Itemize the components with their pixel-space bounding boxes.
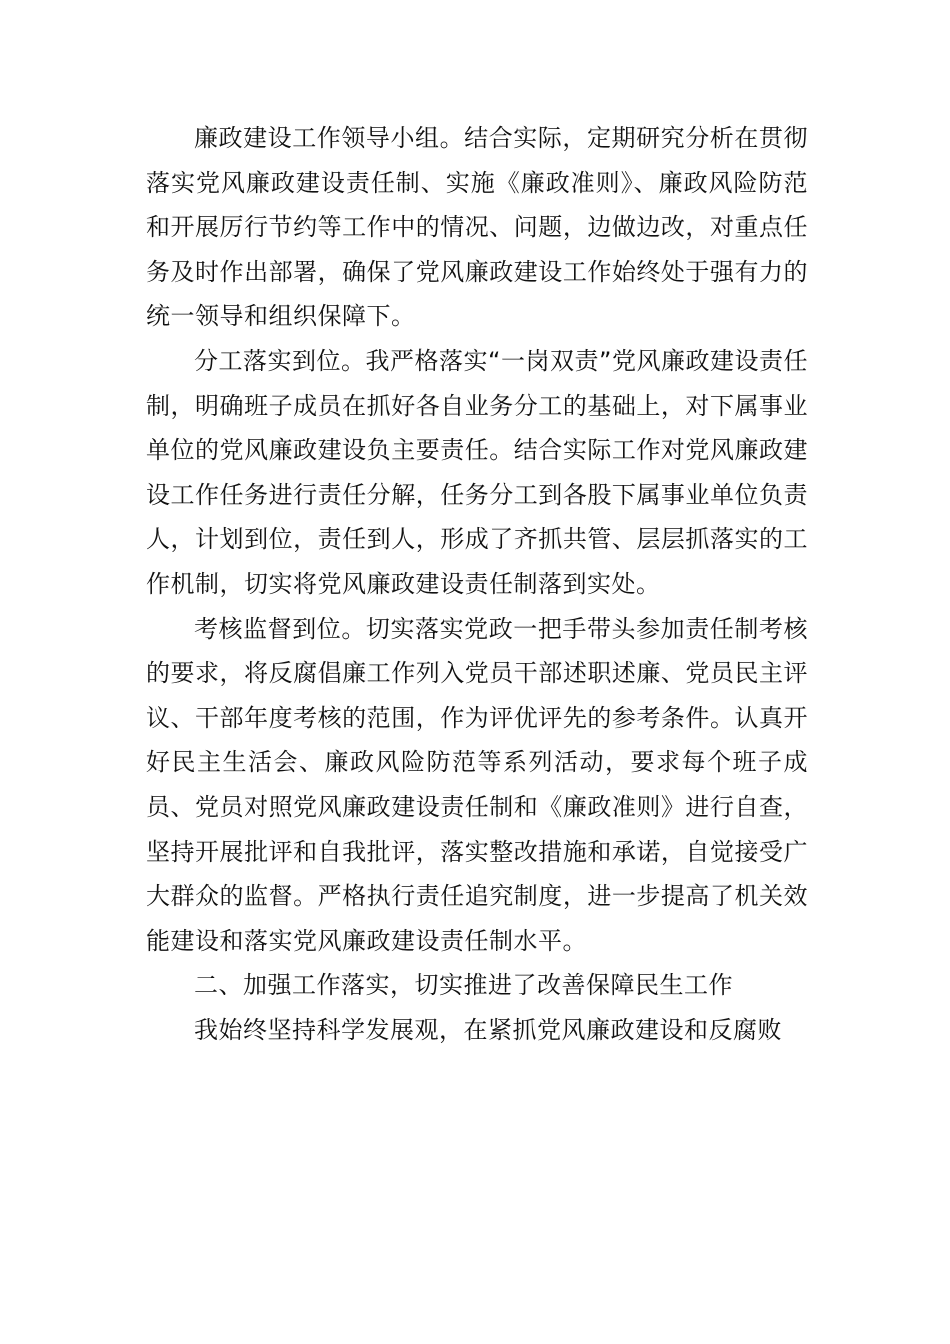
paragraph-scientific-development: 我始终坚持科学发展观，在紧抓党风廉政建设和反腐败	[194, 1015, 782, 1044]
paragraph-assessment-supervision: 考核监督到位。切实落实党政一把手带头参加责任制考核的要求，将反腐倡廉工作列入党员干部述职述廉、党员民主评议、干部年度考核的范围，作为评优评先的参考条件。认真开好民主生活会、廉政风险防范等系列活动，要求每个班子成员、党员对照党风廉政建设责任制和《廉政准则》进行自查，坚持开展批评和自我批评，落实整改措施和承诺，自觉接受广大群众的监督。严格执行责任追究制度，进一步提高了机关效能建设和落实党风廉政建设责任制水平。	[146, 614, 808, 955]
paragraph-division-of-labor: 分工落实到位。我严格落实“一岗双责”党风廉政建设责任制，明确班子成员在抓好各自业务分工的基础上，对下属事业单位的党风廉政建设负主要责任。结合实际工作对党风廉政建设工作任务进行责任分解，任务分工到各股下属事业单位负责人，计划到位，责任到人，形成了齐抓共管、层层抓落实的工作机制，切实将党风廉政建设责任制落到实处。	[146, 346, 808, 598]
paragraph-leadership-group: 廉政建设工作领导小组。结合实际，定期研究分析在贯彻落实党风廉政建设责任制、实施《廉政准则》、廉政风险防范和开展厉行节约等工作中的情况、问题，边做边改，对重点任务及时作出部署，确保了党风廉政建设工作始终处于强有力的统一领导和组织保障下。	[146, 124, 808, 331]
section-heading-two: 二、加强工作落实，切实推进了改善保障民生工作	[194, 971, 733, 1000]
document-page	[146, 116, 808, 1052]
